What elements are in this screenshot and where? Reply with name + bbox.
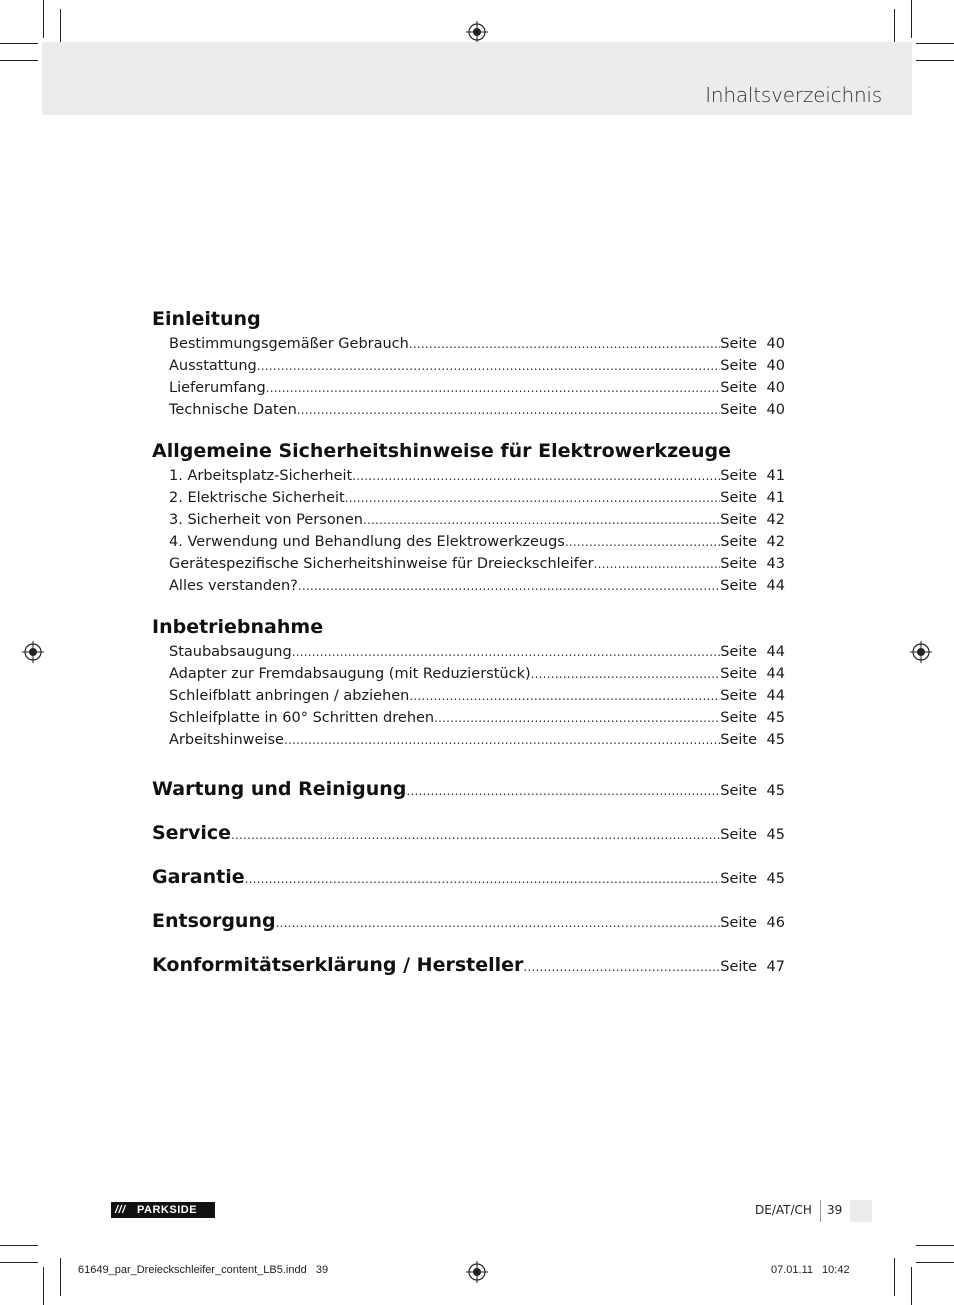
toc-section-einleitung [152,307,785,439]
section-title: Garantie [152,866,245,888]
entry-page: 46 [766,915,785,931]
section-title: Inbetriebnahme [152,616,324,638]
entry-page: 44 [766,666,785,682]
entry-seite: Seite [720,915,757,931]
entry-label: Ausstattung [169,358,257,374]
dot-leader [284,729,720,751]
print-slug-date: 07.01.11 10:42 [771,1264,850,1276]
crop-mark [916,1262,954,1263]
entry-label: Schleifblatt anbringen / abziehen [169,688,410,704]
entry-seite: Seite [720,358,757,374]
section-title: Service [152,822,231,844]
crop-mark [0,1262,38,1263]
entry-page: 41 [766,490,785,506]
toc-entry[interactable] [152,377,785,399]
section-title: Allgemeine Sicherheitshinweise für Elektrowerkzeuge [152,440,732,462]
table-of-contents [152,307,785,997]
toc-main-entry[interactable] [152,777,785,821]
toc-section-inbetriebnahme [152,615,785,769]
crop-mark [43,0,44,38]
entry-seite: Seite [720,666,757,682]
entry-seite: Seite [720,783,757,799]
dot-leader [276,916,721,930]
toc-entry[interactable] [152,575,785,597]
crop-mark [0,43,38,44]
toc-entry[interactable] [152,729,785,751]
dot-leader [297,399,720,421]
toc-entry[interactable] [152,399,785,421]
toc-entry[interactable] [152,465,785,487]
entry-seite: Seite [720,490,757,506]
footer-page-number: 39 [827,1203,843,1217]
entry-seite: Seite [720,644,757,660]
entry-seite: Seite [720,336,757,352]
footer-divider [820,1200,821,1222]
toc-entry[interactable] [152,355,785,377]
crop-mark [911,1267,912,1305]
entry-page: 45 [766,827,785,843]
page-title: Inhaltsverzeichnis [705,83,882,107]
crop-mark [0,1245,38,1246]
registration-mark-icon [22,641,44,663]
entry-seite: Seite [720,380,757,396]
entry-label: Staubabsaugung [169,644,292,660]
dot-leader [409,685,720,707]
crop-mark [916,1245,954,1246]
registration-mark-icon [466,21,488,43]
section-title: Entsorgung [152,910,276,932]
entry-seite: Seite [720,871,757,887]
entry-seite: Seite [720,732,757,748]
dot-leader [352,465,720,487]
entry-seite: Seite [720,710,757,726]
toc-entry[interactable] [152,663,785,685]
registration-mark-icon [466,1261,488,1283]
parkside-logo [111,1202,215,1218]
section-title: Konformitätserklärung / Hersteller [152,954,524,976]
crop-mark [916,60,954,61]
entry-seite: Seite [720,578,757,594]
print-slug-file: 61649_par_Dreieckschleifer_content_LB5.indd 39 [78,1264,329,1276]
entry-label: Alles verstanden? [169,578,298,594]
dot-leader [298,575,720,597]
toc-main-entry[interactable] [152,821,785,865]
entry-page: 42 [766,512,785,528]
dot-leader [345,487,721,509]
crop-mark [60,1258,61,1296]
entry-page: 44 [766,644,785,660]
entry-seite: Seite [720,512,757,528]
entry-page: 45 [766,871,785,887]
entry-page: 45 [766,732,785,748]
dot-leader [363,509,720,531]
toc-entry[interactable] [152,487,785,509]
toc-entry[interactable] [152,531,785,553]
dot-leader [231,828,720,842]
entry-page: 43 [766,556,785,572]
entry-page: 44 [766,578,785,594]
entry-label: Technische Daten [169,402,297,418]
toc-entry[interactable] [152,333,785,355]
entry-seite: Seite [720,827,757,843]
entry-page: 40 [766,380,785,396]
entry-page: 40 [766,358,785,374]
dot-leader [266,377,721,399]
entry-label: Arbeitshinweise [169,732,284,748]
toc-section-sicherheit [152,439,785,615]
section-title: Wartung und Reinigung [152,778,407,800]
toc-main-entry[interactable] [152,953,785,997]
toc-entry[interactable] [152,641,785,663]
toc-entry[interactable] [152,707,785,729]
entry-label: 3. Sicherheit von Personen [169,512,363,528]
section-title: Einleitung [152,308,261,330]
entry-seite: Seite [720,556,757,572]
crop-mark [894,1258,895,1296]
entry-page: 40 [766,336,785,352]
dot-leader [292,641,721,663]
entry-seite: Seite [720,959,757,975]
dot-leader [531,663,721,685]
entry-page: 41 [766,468,785,484]
entry-page: 44 [766,688,785,704]
entry-label: 4. Verwendung und Behandlung des Elektrowerkzeugs [169,534,565,550]
toc-entry[interactable] [152,509,785,531]
entry-label: 1. Arbeitsplatz-Sicherheit [169,468,353,484]
entry-page: 45 [766,710,785,726]
entry-page: 45 [766,783,785,799]
dot-leader [523,960,720,974]
entry-seite: Seite [720,402,757,418]
entry-page: 42 [766,534,785,550]
entry-seite: Seite [720,468,757,484]
toc-main-entry[interactable] [152,865,785,909]
entry-label: Bestimmungsgemäßer Gebrauch [169,336,409,352]
crop-mark [916,43,954,44]
dot-leader [594,553,721,575]
footer-locale: DE/AT/CH [755,1203,812,1217]
entry-page: 47 [766,959,785,975]
entry-page: 40 [766,402,785,418]
dot-leader [257,355,720,377]
logo-text: PARKSIDE [137,1204,198,1216]
footer-box [850,1200,872,1222]
toc-main-entry[interactable] [152,909,785,953]
crop-mark [43,1267,44,1305]
crop-mark [911,0,912,38]
entry-label: Adapter zur Fremdabsaugung (mit Reduzierstück) [169,666,531,682]
logo-slashes: /// [115,1204,126,1216]
entry-seite: Seite [720,534,757,550]
entry-label: Lieferumfang [169,380,266,396]
dot-leader [245,872,721,886]
crop-mark [0,60,38,61]
toc-entry[interactable] [152,685,785,707]
dot-leader [434,707,720,729]
dot-leader [409,333,720,355]
toc-entry[interactable] [152,553,785,575]
entry-seite: Seite [720,688,757,704]
registration-mark-icon [910,641,932,663]
entry-label: Gerätespezifische Sicherheitshinweise für Dreieckschleifer [169,556,594,572]
dot-leader [565,531,720,553]
entry-label: 2. Elektrische Sicherheit [169,490,345,506]
dot-leader [406,784,720,798]
entry-label: Schleifplatte in 60° Schritten drehen [169,710,435,726]
